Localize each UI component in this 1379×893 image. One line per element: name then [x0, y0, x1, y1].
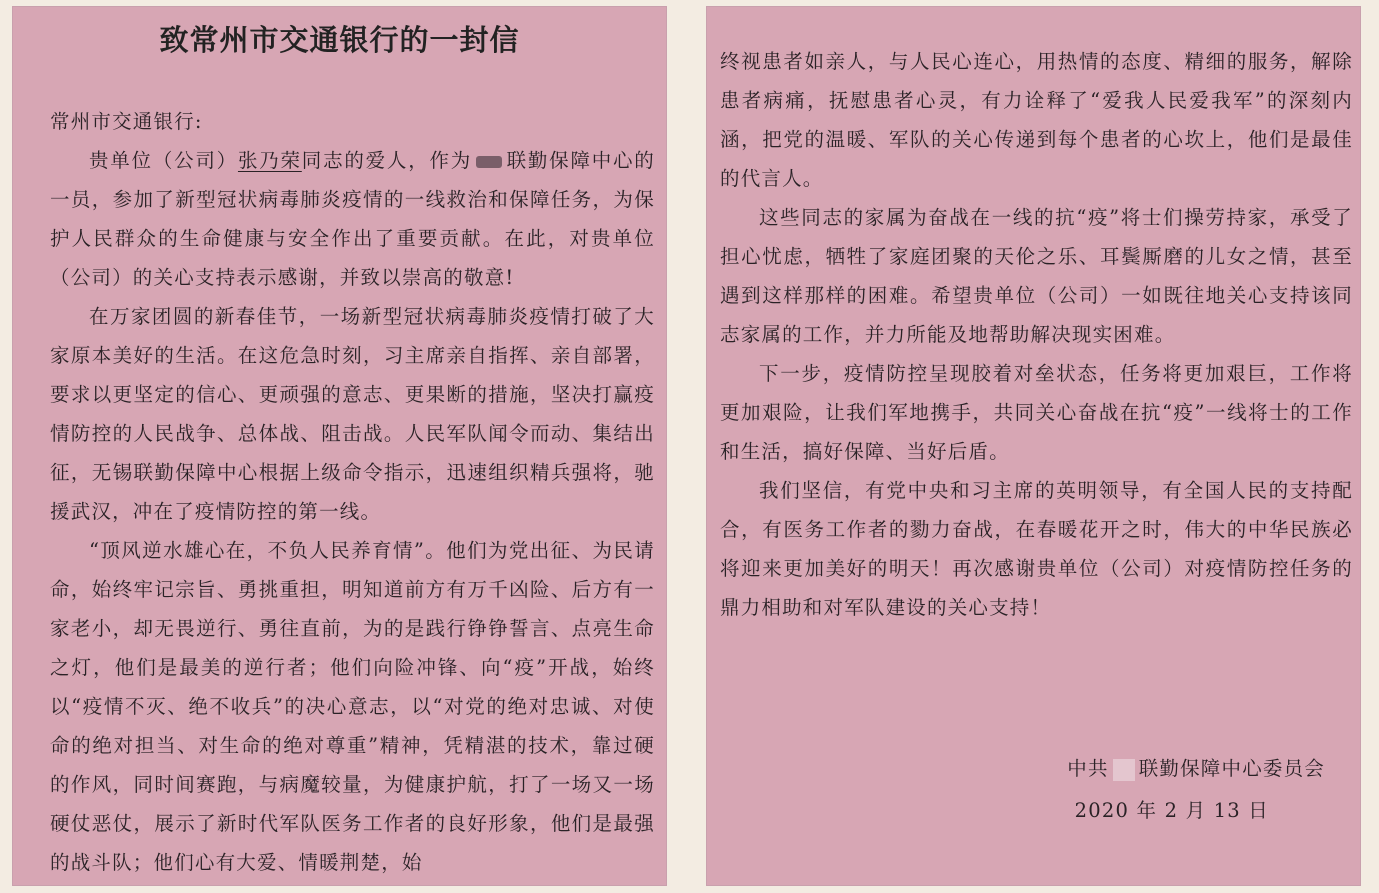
paragraph-4: 这些同志的家属为奋战在一线的抗“疫”将士们操劳持家，承受了担心忧虑，牺牲了家庭团聚的天伦之乐、耳鬓厮磨的儿女之情，甚至遇到这样那样的困难。希望贵单位（公司）一如既往地关心支持该同志家属的工作，并力所能及地帮助解决现实困难。 — [720, 206, 1353, 346]
letter-body-right — [720, 42, 1353, 627]
salutation: 常州市交通银行: — [50, 110, 203, 133]
paragraph-6: 我们坚信，有党中央和习主席的英明领导，有全国人民的支持配合，有医务工作者的勠力奋战，在春暖花开之时，伟大的中华民族必将迎来更加美好的明天！再次感谢贵单位（公司）对疫情防控任务的鼎力相助和对军队建设的关心支持！ — [720, 479, 1353, 619]
recipient-name: 张乃荣 — [237, 149, 302, 172]
redaction-mark — [1113, 759, 1135, 781]
signature-suffix: 联勤保障中心委员会 — [1138, 757, 1325, 780]
letter-body-left — [50, 102, 655, 882]
paragraph-3-continued: 终视患者如亲人，与人民心连心，用热情的态度、精细的服务，解除患者病痛，抚慰患者心灵，有力诠释了“爱我人民爱我军”的深刻内涵，把党的温暖、军队的关心传递到每个患者的心坎上，他们是最佳的代言人。 — [720, 50, 1353, 190]
paragraph-3: “顶风逆水雄心在，不负人民养育情”。他们为党出征、为民请命，始终牢记宗旨、勇挑重担，明知道前方有万千凶险、后方有一家老小，却无畏逆行、勇往直前，为的是践行铮铮誓言、点亮生命之灯，他们是最美的逆行者；他们向险冲锋、向“疫”开战，始终以“疫情不灭、绝不收兵”的决心意志，以“对党的绝对忠诚、对使命的绝对担当、对生命的绝对尊重”精神，凭精湛的技术，靠过硬的作风，同时间赛跑，与病魔较量，为健康护航，打了一场又一场硬仗恶仗，展示了新时代军队医务工作者的良好形象，他们是最强的战斗队；他们心有大爱、情暖荆楚，始 — [50, 539, 655, 874]
signature-org — [1067, 748, 1325, 790]
signature-prefix: 中共 — [1067, 757, 1109, 780]
paragraph-1 — [50, 141, 655, 297]
letter-page-right — [706, 6, 1361, 886]
paragraph-1-part-b: 同志的爱人，作为 — [301, 149, 473, 172]
letter-title: 致常州市交通银行的一封信 — [159, 23, 520, 57]
letter-page-left — [12, 6, 667, 886]
paragraph-1-part-c: 联勤保障中心的一员，参加了新型冠状病毒肺炎疫情的一线救治和保障任务，为保护人民群众的生命健康与安全作出了重要贡献。在此，对贵单位（公司）的关心支持表示感谢，并致以崇高的敬意! — [50, 149, 655, 289]
paragraph-2: 在万家团圆的新春佳节，一场新型冠状病毒肺炎疫情打破了大家原本美好的生活。在这危急时刻，习主席亲自指挥、亲自部署，要求以更坚定的信心、更顽强的意志、更果断的措施，坚决打赢疫情防控的人民战争、总体战、阻击战。人民军队闻令而动、集结出征，无锡联勤保障中心根据上级命令指示，迅速组织精兵强将，驰援武汉，冲在了疫情防控的第一线。 — [50, 305, 655, 523]
signature-block — [1067, 748, 1325, 832]
paragraph-5: 下一步，疫情防控呈现胶着对垒状态，任务将更加艰巨，工作将更加艰险，让我们军地携手，共同关心奋战在抗“疫”一线将士的工作和生活，搞好保障、当好后盾。 — [720, 362, 1353, 463]
signature-date: 2020 年 2 月 13 日 — [1074, 799, 1269, 822]
paragraph-1-part-a: 贵单位（公司） — [89, 149, 238, 172]
redaction-mark — [476, 156, 502, 168]
